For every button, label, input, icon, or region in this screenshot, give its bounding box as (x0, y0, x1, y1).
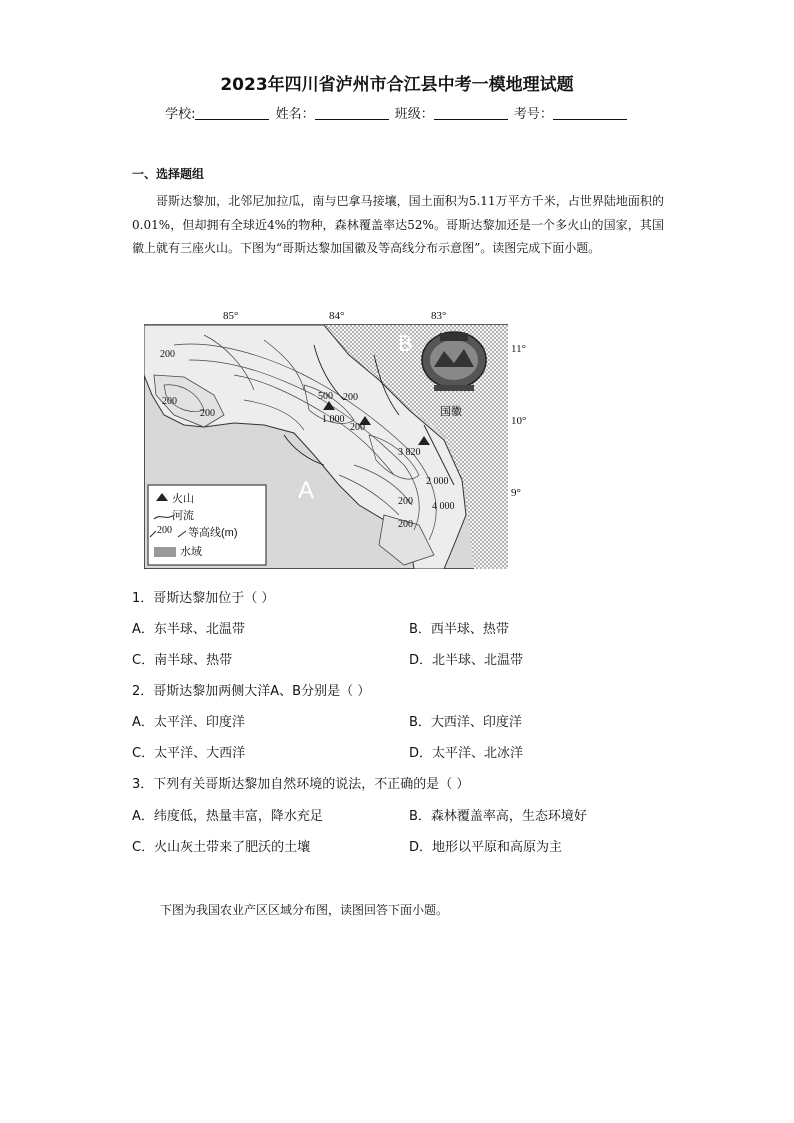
next-intro-paragraph: 下图为我国农业产区区域分布图，读图回答下面小题。 (160, 903, 449, 917)
question-2-option-a[interactable]: A．太平洋、印度洋 (132, 715, 245, 730)
class-label: 班级： (394, 107, 434, 122)
contour-label: 2 000 (426, 476, 449, 487)
contour-label: 200 (200, 408, 215, 419)
longitude-label: 84° (329, 310, 345, 322)
contour-label: 200 (162, 396, 177, 407)
longitude-label: 85° (223, 310, 239, 322)
question-3-stem: 3．下列有关哥斯达黎加自然环境的说法，不正确的是（ ） (132, 777, 470, 792)
question-3-option-d[interactable]: D．地形以平原和高原为主 (409, 840, 563, 855)
legend-water-swatch (154, 547, 176, 557)
contour-label: 200 (350, 422, 365, 433)
name-label: 姓名： (275, 107, 315, 122)
costa-rica-contour-map (144, 315, 508, 569)
question-3-option-c[interactable]: C．火山灰土带来了肥沃的土壤 (132, 840, 311, 855)
number-field[interactable] (553, 106, 627, 120)
legend-water-label: 水域 (180, 546, 202, 558)
question-1-option-d[interactable]: D．北半球、北温带 (409, 653, 524, 668)
legend-volcano-label: 火山 (172, 493, 194, 505)
question-1-stem: 1．哥斯达黎加位于（ ） (132, 591, 275, 606)
latitude-label: 11° (511, 343, 526, 355)
intro-paragraph: 哥斯达黎加，北邻尼加拉瓜，南与巴拿马接壤，国土面积为5.11万平方千米，占世界陆地面积的0.01%，但却拥有全球近4%的物种，森林覆盖率达52%。哥斯达黎加还是一个多火山的国家，其国徽上就有三座火山。下图为“哥斯达黎加国徽及等高线分布示意图”。读图完成下面小题。 (132, 194, 664, 255)
section-heading: 一、选择题组 (132, 167, 205, 181)
page-title: 2023年四川省泸州市合江县中考一模地理试题 (220, 75, 574, 95)
name-field[interactable] (315, 106, 389, 120)
contour-label: 3 820 (398, 447, 421, 458)
question-2-option-b[interactable]: B．大西洋、印度洋 (409, 715, 522, 730)
legend-river-label: 河流 (172, 510, 194, 522)
question-2-option-c[interactable]: C．太平洋、大西洋 (132, 746, 246, 761)
contour-label: 1 000 (322, 414, 345, 425)
school-field[interactable] (195, 106, 269, 120)
question-2-stem: 2．哥斯达黎加两侧大洋A、B分别是（ ） (132, 684, 371, 699)
class-field[interactable] (434, 106, 508, 120)
number-label: 考号： (513, 107, 553, 122)
ocean-a-label: A (298, 477, 315, 504)
contour-label: 200 (398, 519, 413, 530)
question-3-option-b[interactable]: B．森林覆盖率高，生态环境好 (409, 809, 587, 824)
question-2-option-d[interactable]: D．太平洋、北冰洋 (409, 746, 524, 761)
contour-label: 200 (343, 392, 358, 403)
contour-label: 200 (398, 496, 413, 507)
map-legend (148, 485, 266, 565)
latitude-label: 10° (511, 415, 527, 427)
contour-label: 500 (318, 391, 333, 402)
question-1-option-a[interactable]: A．东半球、北温带 (132, 622, 245, 637)
longitude-label: 83° (431, 310, 447, 322)
contour-label: 200 (160, 349, 175, 360)
school-label: 学校: (165, 107, 196, 122)
ocean-b-label: B (398, 331, 413, 356)
question-1-option-b[interactable]: B．西半球、热带 (409, 622, 509, 637)
question-3-option-a[interactable]: A．纬度低，热量丰富，降水充足 (132, 809, 323, 824)
student-info-line (0, 103, 794, 122)
legend-contour-label: 等高线(m) (188, 527, 238, 539)
emblem-caption: 国徽 (440, 405, 462, 418)
question-1-option-c[interactable]: C．南半球、热带 (132, 653, 233, 668)
latitude-label: 9° (511, 487, 521, 499)
legend-contour-value: 200 (157, 525, 172, 536)
contour-label: 4 000 (432, 501, 455, 512)
